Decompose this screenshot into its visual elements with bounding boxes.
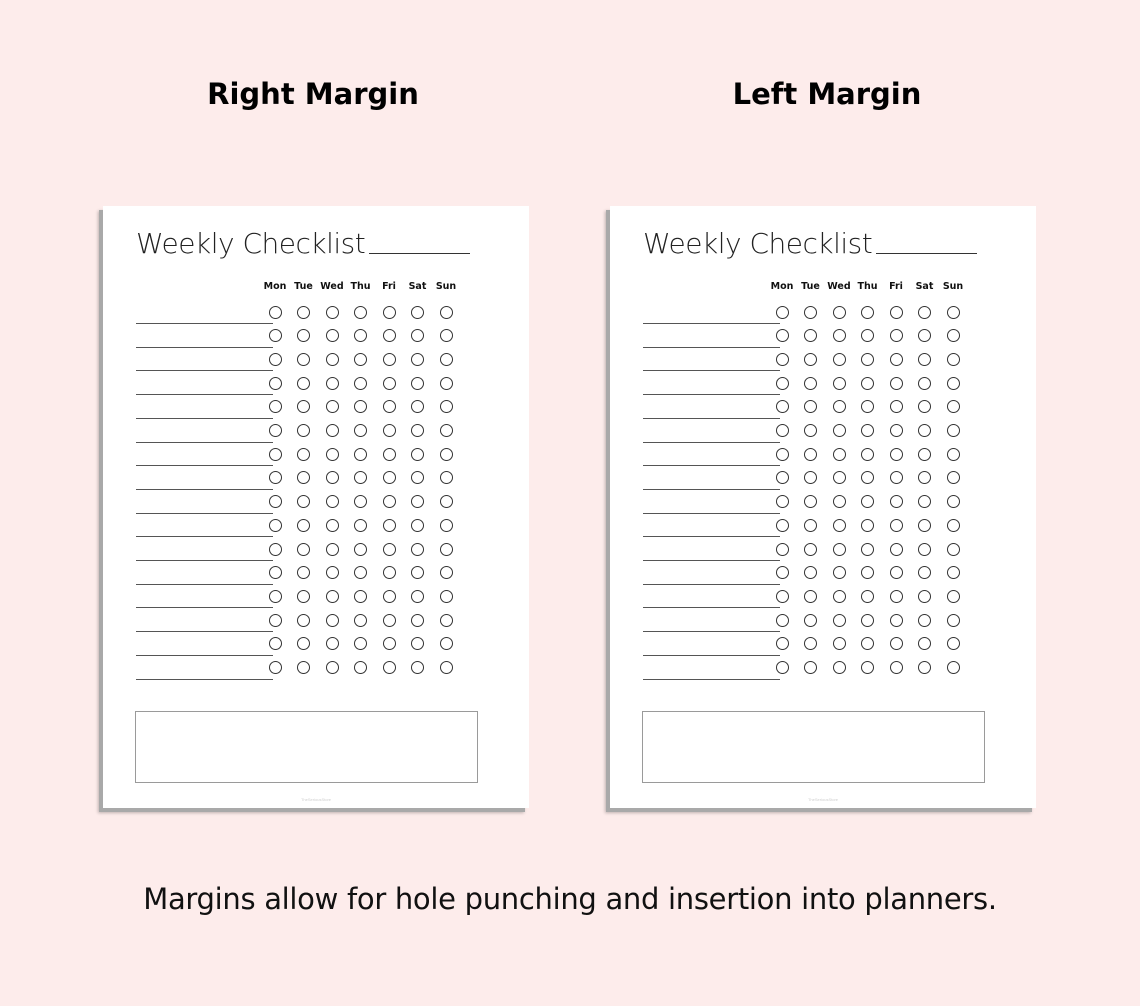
check-circle-mon <box>269 424 282 437</box>
check-circle-sun <box>440 519 453 532</box>
check-circle-mon <box>776 377 789 390</box>
check-circle-wed <box>833 353 846 366</box>
check-circle-mon <box>776 400 789 413</box>
task-write-line <box>136 442 273 443</box>
check-circle-tue <box>297 424 310 437</box>
check-circle-wed <box>833 566 846 579</box>
check-circle-sun <box>440 661 453 674</box>
check-circle-mon <box>776 661 789 674</box>
check-circle-fri <box>383 306 396 319</box>
check-circle-wed <box>326 353 339 366</box>
check-circle-tue <box>804 661 817 674</box>
check-circle-thu <box>861 400 874 413</box>
day-label-wed: Wed <box>827 281 851 292</box>
check-circle-sat <box>918 424 931 437</box>
check-circle-mon <box>269 471 282 484</box>
check-circle-sat <box>411 400 424 413</box>
title-write-line <box>876 253 977 254</box>
check-circle-wed <box>833 495 846 508</box>
task-write-line <box>136 679 273 680</box>
check-circle-wed <box>833 519 846 532</box>
check-circle-tue <box>297 566 310 579</box>
day-label-sun: Sun <box>942 281 964 292</box>
task-write-line <box>136 465 273 466</box>
check-circle-sat <box>918 519 931 532</box>
check-circle-sat <box>918 353 931 366</box>
check-circle-tue <box>297 400 310 413</box>
check-circle-thu <box>861 448 874 461</box>
check-circle-thu <box>354 424 367 437</box>
check-circle-tue <box>804 495 817 508</box>
check-circle-mon <box>269 519 282 532</box>
check-circle-thu <box>354 614 367 627</box>
check-circle-mon <box>776 614 789 627</box>
right-margin-page <box>103 206 529 808</box>
check-circle-tue <box>804 377 817 390</box>
check-circle-mon <box>776 353 789 366</box>
day-labels <box>610 280 1036 294</box>
task-write-line <box>643 442 780 443</box>
check-circle-tue <box>804 519 817 532</box>
check-circle-sun <box>440 424 453 437</box>
check-circle-sat <box>918 377 931 390</box>
check-circle-fri <box>383 400 396 413</box>
check-circle-tue <box>804 471 817 484</box>
check-circle-mon <box>776 495 789 508</box>
check-circle-fri <box>383 471 396 484</box>
task-write-line <box>136 489 273 490</box>
check-circle-thu <box>861 614 874 627</box>
check-circle-wed <box>326 590 339 603</box>
check-circle-fri <box>890 637 903 650</box>
check-circle-wed <box>326 471 339 484</box>
check-circle-thu <box>354 543 367 556</box>
check-circle-wed <box>833 306 846 319</box>
check-circle-sat <box>411 448 424 461</box>
check-circle-fri <box>383 377 396 390</box>
check-circle-sun <box>440 329 453 342</box>
check-circle-thu <box>354 661 367 674</box>
day-label-tue: Tue <box>801 281 820 292</box>
check-circle-wed <box>833 377 846 390</box>
check-circle-sun <box>947 495 960 508</box>
check-circle-wed <box>326 448 339 461</box>
check-circle-thu <box>861 353 874 366</box>
check-circle-fri <box>890 661 903 674</box>
check-circle-wed <box>833 400 846 413</box>
day-label-sun: Sun <box>435 281 457 292</box>
check-circle-thu <box>861 661 874 674</box>
check-circle-wed <box>326 661 339 674</box>
check-circle-sun <box>947 614 960 627</box>
check-circle-sat <box>411 637 424 650</box>
check-circle-mon <box>269 329 282 342</box>
check-circle-thu <box>354 329 367 342</box>
check-circle-mon <box>776 448 789 461</box>
check-circle-fri <box>383 543 396 556</box>
check-circle-fri <box>890 353 903 366</box>
day-label-tue: Tue <box>294 281 313 292</box>
check-circle-fri <box>383 637 396 650</box>
day-label-sat: Sat <box>915 281 934 292</box>
check-circle-tue <box>804 329 817 342</box>
task-write-line <box>136 513 273 514</box>
check-circle-tue <box>297 353 310 366</box>
check-circle-fri <box>890 377 903 390</box>
check-circle-sat <box>918 614 931 627</box>
task-write-line <box>136 607 273 608</box>
check-circle-sun <box>440 448 453 461</box>
day-label-thu: Thu <box>857 281 878 292</box>
check-circle-sat <box>411 543 424 556</box>
check-circle-thu <box>861 566 874 579</box>
check-circle-tue <box>297 448 310 461</box>
check-circle-tue <box>297 471 310 484</box>
check-circle-tue <box>297 377 310 390</box>
check-circle-fri <box>383 424 396 437</box>
task-write-line <box>643 347 780 348</box>
day-label-sat: Sat <box>408 281 427 292</box>
check-circle-thu <box>861 637 874 650</box>
day-label-mon: Mon <box>770 281 794 292</box>
check-circle-sat <box>918 329 931 342</box>
check-circle-thu <box>861 377 874 390</box>
check-circle-tue <box>297 614 310 627</box>
check-circle-sun <box>947 306 960 319</box>
day-label-fri: Fri <box>382 281 396 292</box>
check-circle-thu <box>861 590 874 603</box>
check-circle-wed <box>326 495 339 508</box>
check-circle-tue <box>297 329 310 342</box>
task-write-line <box>643 631 780 632</box>
check-circle-sat <box>411 306 424 319</box>
check-circle-thu <box>354 353 367 366</box>
check-circle-fri <box>890 543 903 556</box>
check-circle-wed <box>326 519 339 532</box>
check-circle-thu <box>354 448 367 461</box>
check-circle-mon <box>776 519 789 532</box>
check-circle-mon <box>776 306 789 319</box>
check-circle-wed <box>833 543 846 556</box>
check-circle-fri <box>890 306 903 319</box>
check-circle-sat <box>918 471 931 484</box>
check-circle-thu <box>354 566 367 579</box>
check-circle-fri <box>890 495 903 508</box>
check-circle-wed <box>833 637 846 650</box>
check-circle-tue <box>297 637 310 650</box>
check-circle-mon <box>776 543 789 556</box>
check-circle-sun <box>947 377 960 390</box>
page-title: Weekly Checklist <box>136 227 366 260</box>
check-circle-mon <box>269 543 282 556</box>
check-circle-mon <box>269 566 282 579</box>
task-write-line <box>643 418 780 419</box>
check-circle-fri <box>383 448 396 461</box>
check-circle-fri <box>890 400 903 413</box>
check-circle-thu <box>861 471 874 484</box>
check-circle-wed <box>833 329 846 342</box>
check-circle-mon <box>269 353 282 366</box>
check-circle-sat <box>918 543 931 556</box>
check-circle-fri <box>890 329 903 342</box>
check-circle-tue <box>804 448 817 461</box>
watermark-text: TheSeriousStore <box>300 797 331 802</box>
check-circle-tue <box>297 661 310 674</box>
check-circle-mon <box>269 614 282 627</box>
check-circle-sun <box>947 637 960 650</box>
check-circle-thu <box>354 306 367 319</box>
task-write-line <box>643 394 780 395</box>
check-circle-tue <box>804 353 817 366</box>
check-circle-sat <box>411 661 424 674</box>
check-circle-sat <box>411 329 424 342</box>
check-circle-mon <box>269 306 282 319</box>
check-circle-sat <box>918 637 931 650</box>
check-circle-wed <box>833 424 846 437</box>
check-circle-sat <box>411 590 424 603</box>
check-circle-sat <box>918 495 931 508</box>
check-circle-tue <box>297 495 310 508</box>
check-circle-thu <box>861 543 874 556</box>
check-circle-wed <box>326 377 339 390</box>
task-write-line <box>136 347 273 348</box>
check-circle-tue <box>804 424 817 437</box>
check-circle-wed <box>833 590 846 603</box>
check-circle-thu <box>354 471 367 484</box>
check-circle-fri <box>890 471 903 484</box>
check-circle-sun <box>440 471 453 484</box>
check-circle-fri <box>383 519 396 532</box>
check-circle-mon <box>776 590 789 603</box>
page-title: Weekly Checklist <box>643 227 873 260</box>
check-circle-fri <box>383 614 396 627</box>
check-circle-mon <box>776 424 789 437</box>
check-circle-mon <box>269 495 282 508</box>
check-circle-sun <box>440 543 453 556</box>
check-circle-mon <box>776 329 789 342</box>
check-circle-wed <box>326 400 339 413</box>
check-circle-sun <box>440 400 453 413</box>
task-write-line <box>136 631 273 632</box>
day-label-fri: Fri <box>889 281 903 292</box>
left-margin-page <box>610 206 1036 808</box>
check-circle-thu <box>354 637 367 650</box>
day-label-thu: Thu <box>350 281 371 292</box>
check-circle-wed <box>833 661 846 674</box>
check-circle-fri <box>890 614 903 627</box>
check-circle-mon <box>269 637 282 650</box>
check-circle-wed <box>833 448 846 461</box>
check-circle-wed <box>326 566 339 579</box>
check-circle-mon <box>269 661 282 674</box>
check-circle-sun <box>440 495 453 508</box>
check-circle-wed <box>326 424 339 437</box>
check-circle-wed <box>326 637 339 650</box>
watermark-text: TheSeriousStore <box>807 797 838 802</box>
task-write-line <box>643 513 780 514</box>
check-circle-wed <box>326 306 339 319</box>
check-circle-sun <box>440 566 453 579</box>
check-circle-sat <box>411 614 424 627</box>
day-label-wed: Wed <box>320 281 344 292</box>
check-circle-sat <box>411 424 424 437</box>
check-circle-thu <box>354 400 367 413</box>
check-circle-fri <box>383 566 396 579</box>
check-circle-tue <box>804 306 817 319</box>
task-write-line <box>136 560 273 561</box>
check-circle-mon <box>269 377 282 390</box>
check-circle-fri <box>383 353 396 366</box>
check-circle-thu <box>354 590 367 603</box>
check-circle-sun <box>947 424 960 437</box>
check-circle-sat <box>411 377 424 390</box>
check-circle-sun <box>440 614 453 627</box>
check-circle-sun <box>947 400 960 413</box>
check-circle-sun <box>947 448 960 461</box>
task-write-line <box>643 679 780 680</box>
check-circle-tue <box>297 590 310 603</box>
task-write-line <box>643 607 780 608</box>
right-margin-heading: Right Margin <box>207 77 419 111</box>
check-circle-sun <box>440 637 453 650</box>
check-circle-tue <box>297 519 310 532</box>
task-write-line <box>643 323 780 324</box>
check-circle-tue <box>804 566 817 579</box>
check-circle-fri <box>383 495 396 508</box>
check-circle-sun <box>947 590 960 603</box>
check-circle-sat <box>918 590 931 603</box>
task-write-line <box>136 394 273 395</box>
check-circle-thu <box>861 329 874 342</box>
check-circle-tue <box>297 306 310 319</box>
check-circle-sun <box>947 566 960 579</box>
check-circle-wed <box>833 471 846 484</box>
check-circle-sun <box>440 590 453 603</box>
check-circle-fri <box>890 519 903 532</box>
check-circle-thu <box>861 495 874 508</box>
check-circle-sat <box>918 400 931 413</box>
task-write-line <box>136 584 273 585</box>
task-write-line <box>643 370 780 371</box>
check-circle-sat <box>411 471 424 484</box>
left-margin-heading: Left Margin <box>732 77 922 111</box>
notes-box <box>135 711 478 783</box>
task-write-line <box>136 655 273 656</box>
notes-box <box>642 711 985 783</box>
task-write-line <box>643 560 780 561</box>
check-circle-tue <box>804 543 817 556</box>
check-circle-tue <box>804 590 817 603</box>
check-circle-tue <box>804 614 817 627</box>
check-circle-sun <box>947 471 960 484</box>
task-write-line <box>643 655 780 656</box>
task-write-line <box>643 489 780 490</box>
check-circle-fri <box>383 590 396 603</box>
task-write-line <box>136 370 273 371</box>
check-circle-sun <box>947 329 960 342</box>
check-circle-mon <box>776 637 789 650</box>
check-circle-sun <box>947 543 960 556</box>
check-circle-sat <box>918 306 931 319</box>
task-write-line <box>643 584 780 585</box>
check-circle-sat <box>411 353 424 366</box>
check-circle-sat <box>918 661 931 674</box>
check-circle-sun <box>947 353 960 366</box>
check-circle-mon <box>776 566 789 579</box>
check-circle-sat <box>411 566 424 579</box>
check-circle-sat <box>411 495 424 508</box>
check-circle-fri <box>890 448 903 461</box>
check-circle-sun <box>440 306 453 319</box>
check-circle-sun <box>947 661 960 674</box>
check-circle-tue <box>297 543 310 556</box>
check-circle-wed <box>326 329 339 342</box>
check-circle-thu <box>354 495 367 508</box>
check-circle-tue <box>804 400 817 413</box>
check-circle-wed <box>833 614 846 627</box>
check-circle-fri <box>890 566 903 579</box>
check-circle-thu <box>861 306 874 319</box>
check-circle-thu <box>354 377 367 390</box>
check-circle-fri <box>383 329 396 342</box>
check-circle-mon <box>269 448 282 461</box>
day-labels <box>103 280 529 294</box>
check-circle-sat <box>411 519 424 532</box>
check-circle-sat <box>918 566 931 579</box>
check-circle-mon <box>269 400 282 413</box>
title-write-line <box>369 253 470 254</box>
task-write-line <box>136 323 273 324</box>
check-circle-mon <box>776 471 789 484</box>
check-circle-sun <box>440 377 453 390</box>
check-circle-sat <box>918 448 931 461</box>
task-write-line <box>136 536 273 537</box>
check-circle-mon <box>269 590 282 603</box>
task-write-line <box>136 418 273 419</box>
check-circle-fri <box>890 590 903 603</box>
task-write-line <box>643 536 780 537</box>
check-circle-wed <box>326 614 339 627</box>
check-circle-fri <box>890 424 903 437</box>
caption: Margins allow for hole punching and insertion into planners. <box>143 882 997 916</box>
check-circle-wed <box>326 543 339 556</box>
check-circle-tue <box>804 637 817 650</box>
check-circle-thu <box>861 424 874 437</box>
check-circle-thu <box>354 519 367 532</box>
check-circle-sun <box>947 519 960 532</box>
check-circle-thu <box>861 519 874 532</box>
day-label-mon: Mon <box>263 281 287 292</box>
task-write-line <box>643 465 780 466</box>
check-circle-sun <box>440 353 453 366</box>
check-circle-fri <box>383 661 396 674</box>
